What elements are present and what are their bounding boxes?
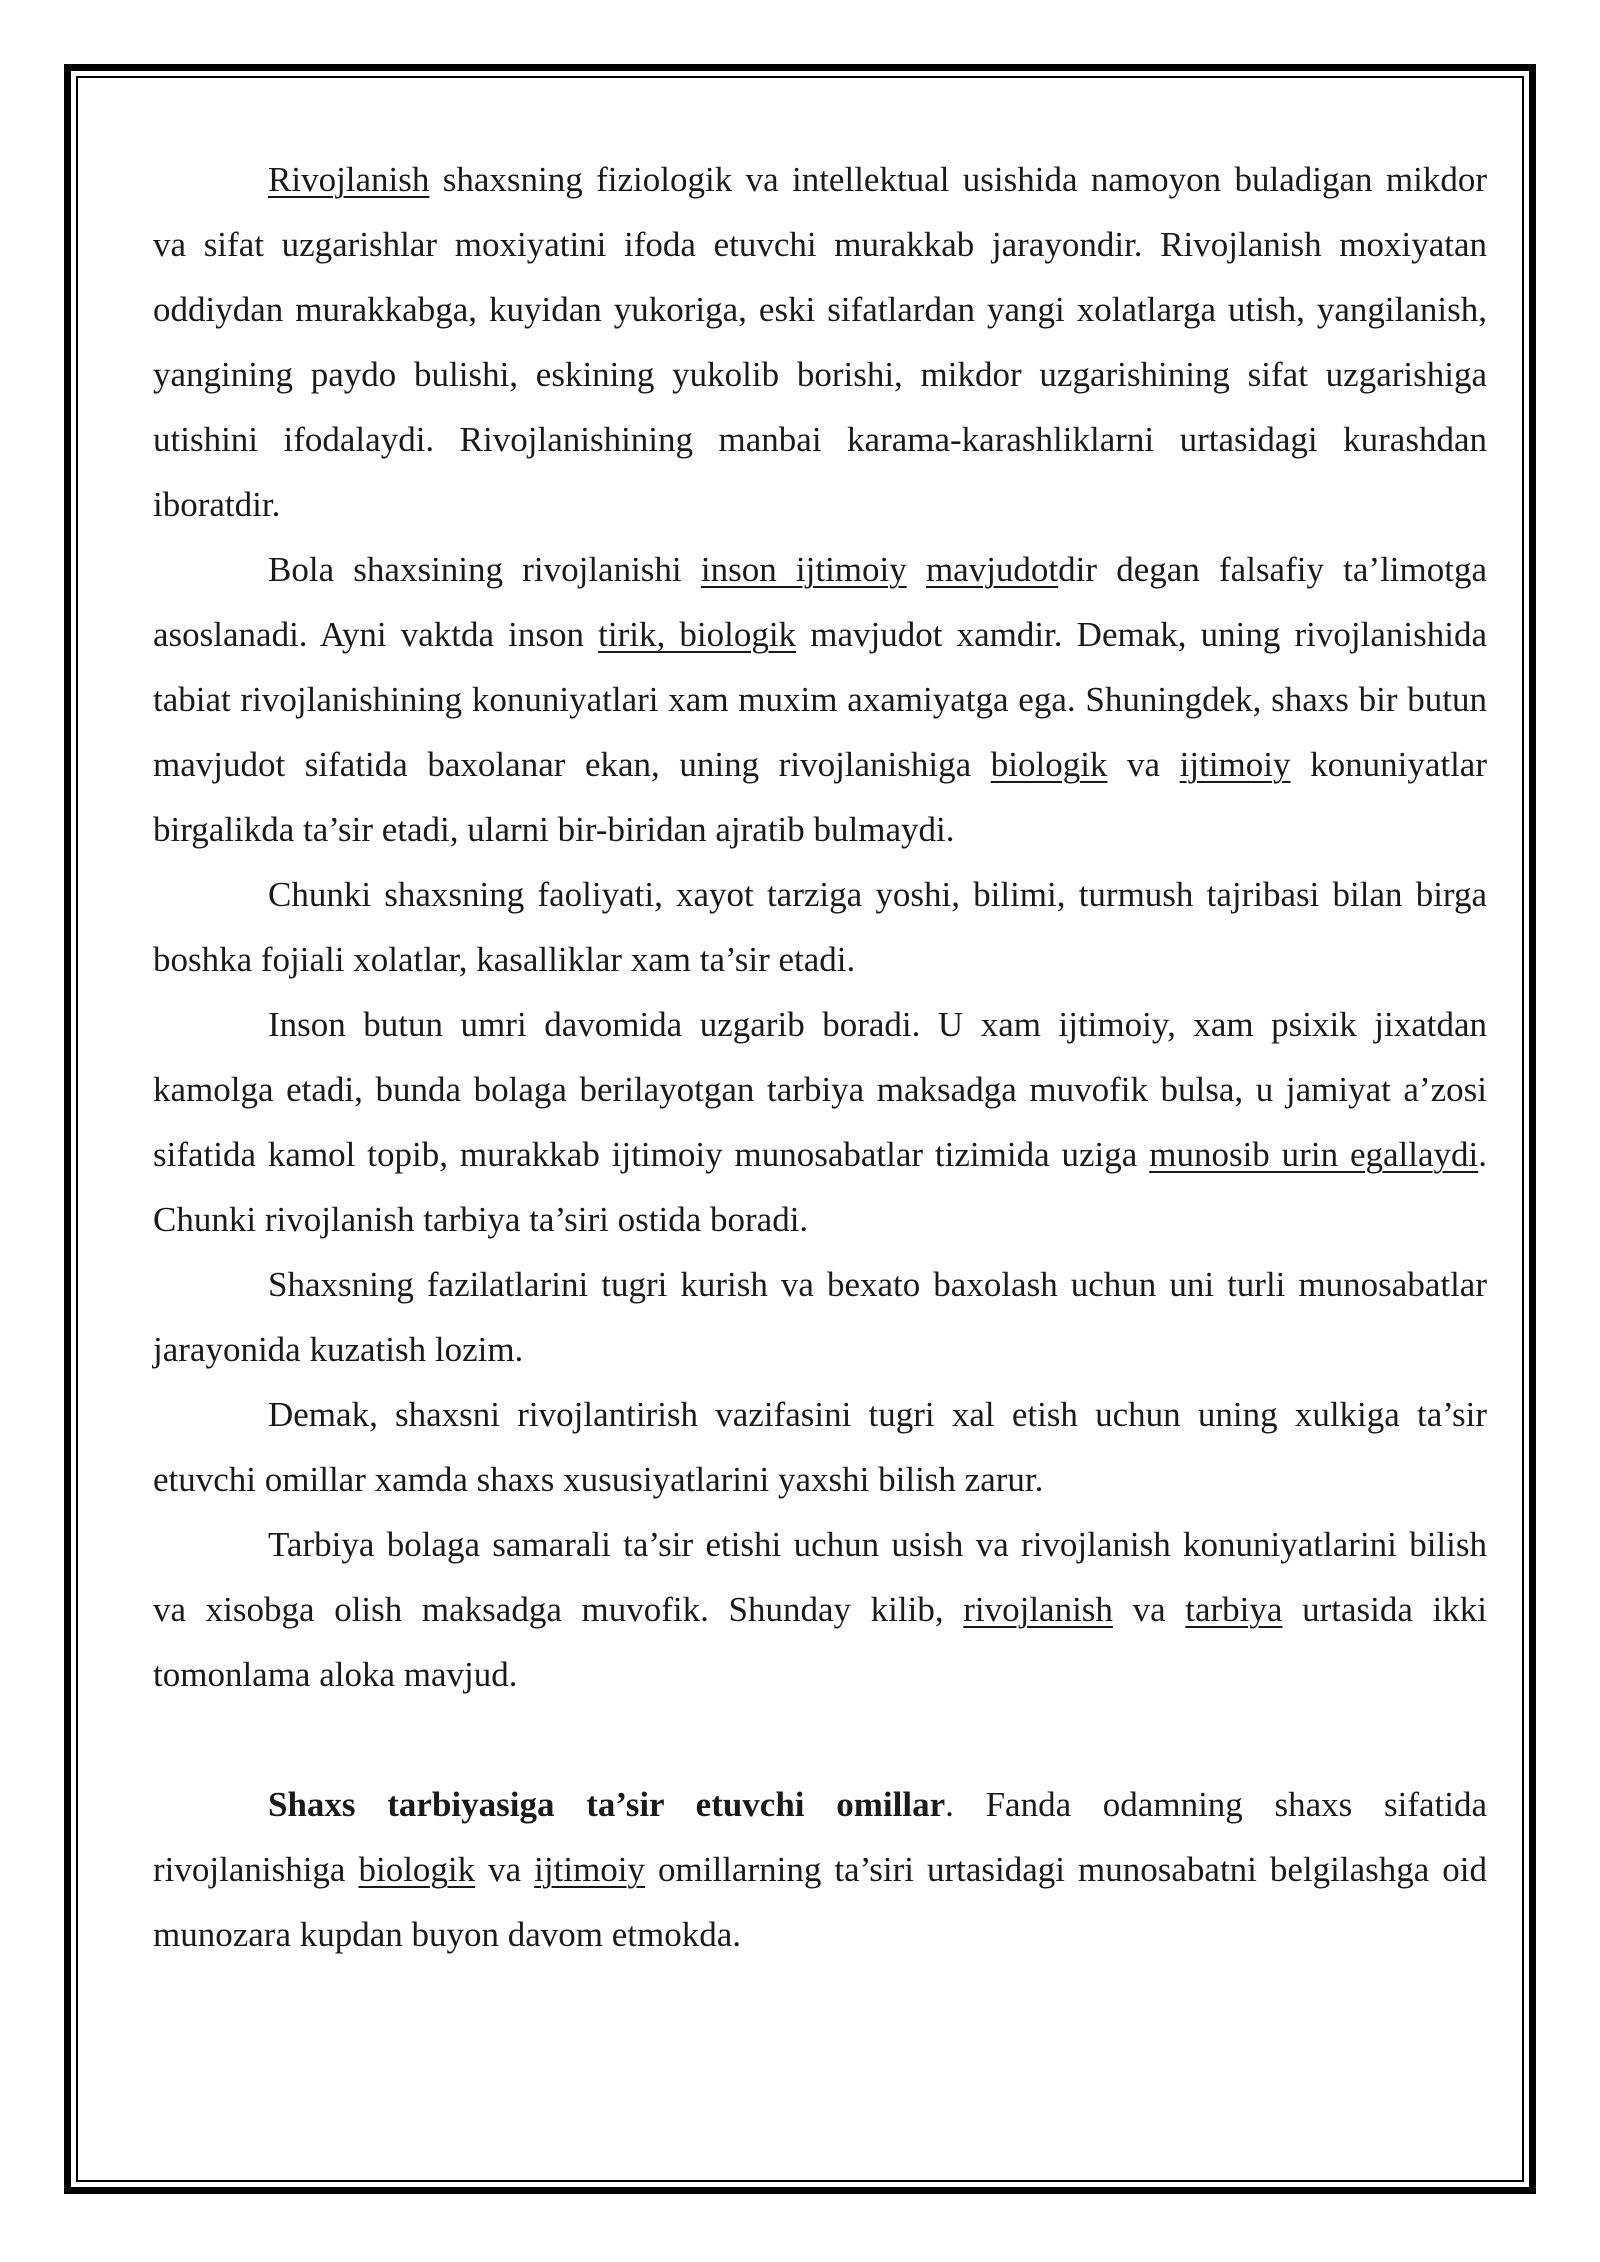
- underlined-term: tarbiya: [1185, 1590, 1283, 1629]
- paragraph-text: va: [1107, 745, 1180, 784]
- paragraph-text: Bola shaxsining rivojlanishi: [268, 550, 701, 589]
- paragraph-8: [153, 1772, 1487, 1967]
- paragraph-3: [153, 862, 1487, 992]
- paragraph-text: Chunki shaxsning faoliyati, xayot tarziga yoshi, bilimi, turmush tajribasi bilan birga boshka fojiali xolatlar, kasalliklar xam ta’sir etadi.: [153, 875, 1487, 979]
- document-body: [153, 147, 1487, 1967]
- paragraph-text: Demak, shaxsni rivojlantirish vazifasini tugri xal etish uchun uning xulkiga ta’sir etuvchi omillar xamda shaxs xususiyatlarini yaxshi bilish zarur.: [153, 1395, 1487, 1499]
- underlined-term: rivojlanish: [963, 1590, 1113, 1629]
- underlined-term: Rivojlanish: [268, 160, 430, 199]
- paragraph-7: [153, 1512, 1487, 1707]
- paragraph-text: dir degan falsafiy ta’limotga asoslanadi. Ayni vaktda inson: [153, 550, 1488, 654]
- underlined-term: inson ijtimoiy: [700, 550, 907, 589]
- underlined-term: tirik, biologik: [598, 615, 797, 654]
- underlined-term: biologik: [990, 745, 1108, 784]
- paragraph-text: shaxsning fiziologik va intellektual usishida namoyon buladigan mikdor va sifat uzgarishlar moxiyatini ifoda etuvchi murakkab jarayondir. Rivojlanish moxiyatan oddiydan murakkabga, kuyidan yukoriga, eski sifatlardan yangi xolatlarga utish, yangilanish, yangining paydo bulishi, eskining yukolib borishi, mikdor uzgarishining sifat uzgarishiga utishini ifodalaydi. Rivojlanishining manbai karama-karashliklarni urtasidagi kurashdan iboratdir.: [153, 160, 1487, 524]
- paragraph-6: [153, 1382, 1487, 1512]
- paragraph-text: omillarning ta’siri urtasidagi munosabatni belgilashga oid munozara kupdan buyon davom etmokda.: [153, 1850, 1487, 1954]
- underlined-term: biologik: [358, 1850, 476, 1889]
- paragraph-text: [907, 550, 926, 589]
- underlined-term: munosib urin egallaydi: [1149, 1135, 1479, 1174]
- paragraph-text: konuniyatlar birgalikda ta’sir etadi, ularni bir-biridan ajratib bulmaydi.: [153, 745, 1487, 849]
- paragraph-text: urtasida ikki tomonlama aloka mavjud.: [153, 1590, 1487, 1694]
- paragraph-text: Tarbiya bolaga samarali ta’sir etishi uchun usish va rivojlanish konuniyatlarini bilish va xisobga olish maksadga muvofik. Shunday kilib,: [153, 1525, 1487, 1629]
- paragraph-4: [153, 992, 1487, 1252]
- paragraph-text: va: [1112, 1590, 1186, 1629]
- underlined-term: ijtimoiy: [534, 1850, 646, 1889]
- paragraph-text: Inson butun umri davomida uzgarib boradi. U xam ijtimoiy, xam psixik jixatdan kamolga etadi, bunda bolaga berilayotgan tarbiya maksadga muvofik bulsa, u jamiyat a’zosi sifatida kamol topib, murakkab ijtimoiy munosabatlar tizimida uziga: [153, 1005, 1487, 1174]
- paragraph-text: . Fanda odamning shaxs sifatida rivojlanishiga: [153, 1785, 1487, 1889]
- paragraph-5: [153, 1252, 1487, 1382]
- paragraph-spacer: [153, 1707, 1487, 1772]
- paragraph-2: [153, 537, 1487, 862]
- underlined-term: mavjudot: [925, 550, 1059, 589]
- underlined-term: ijtimoiy: [1179, 745, 1291, 784]
- section-heading: Shaxs tarbiyasiga ta’sir etuvchi omillar: [268, 1785, 946, 1824]
- paragraph-text: . Chunki rivojlanish tarbiya ta’siri ostida boradi.: [153, 1135, 1487, 1239]
- paragraph-text: va: [475, 1850, 535, 1889]
- paragraph-text: Shaxsning fazilatlarini tugri kurish va bexato baxolash uchun uni turli munosabatlar jarayonida kuzatish lozim.: [153, 1265, 1487, 1369]
- paragraph-text: mavjudot xamdir. Demak, uning rivojlanishida tabiat rivojlanishining konuniyatlari xam muxim axamiyatga ega. Shuningdek, shaxs bir butun mavjudot sifatida baxolanar ekan, uning rivojlanishiga: [153, 615, 1487, 784]
- paragraph-1: [153, 147, 1487, 537]
